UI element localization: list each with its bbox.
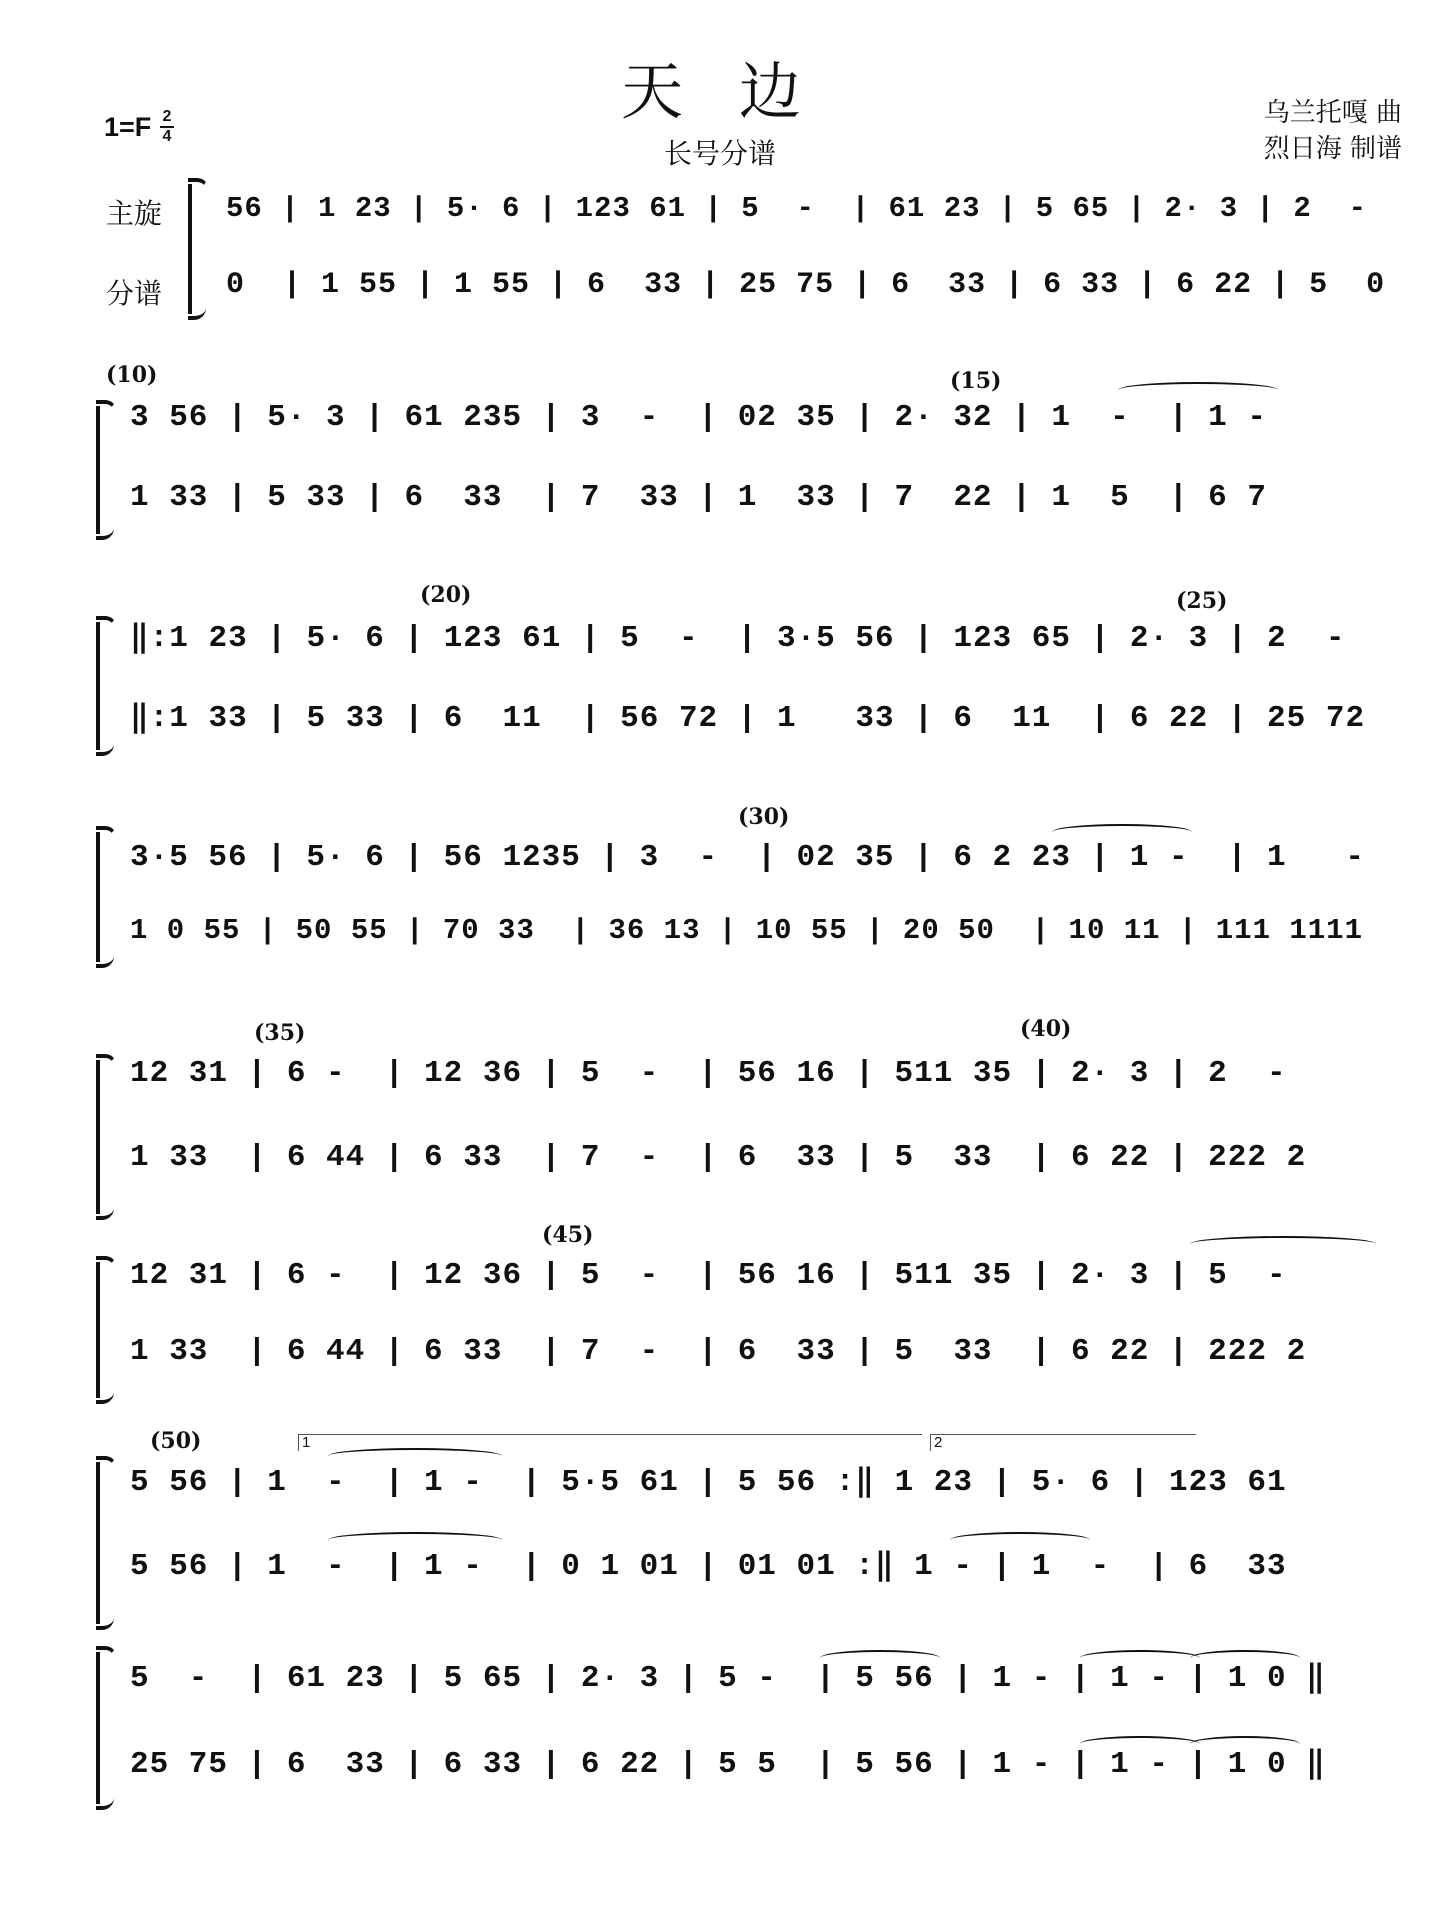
system-bracket — [96, 622, 114, 750]
harmony-line: 5 56 | 1 - | 1 - | 0 1 01 | 01 01 :‖ 1 - | 1 - | 6 33 — [130, 1549, 1287, 1584]
bar-number: (45) — [542, 1222, 594, 1248]
bar-number: (35) — [254, 1020, 306, 1046]
volta-2: 2 — [930, 1434, 1196, 1451]
melody-line: 12 31 | 6 - | 12 36 | 5 - | 56 16 | 511 35 | 2· 3 | 5 - — [130, 1258, 1287, 1293]
part-label-melody: 主旋 — [106, 197, 163, 230]
system-bracket — [96, 1262, 114, 1398]
time-signature — [160, 108, 174, 146]
melody-line: 5 - | 61 23 | 5 65 | 2· 3 | 5 - | 5 56 | 1 - | 1 - | 1 0 ‖ — [130, 1661, 1326, 1696]
melody-line: 5 56 | 1 - | 1 - | 5·5 61 | 5 56 :‖ 1 23 | 5· 6 | 123 61 — [130, 1465, 1287, 1500]
arranger-credit: 烈日海 制谱 — [1263, 134, 1402, 164]
bar-number: (50) — [150, 1428, 202, 1454]
melody-line: ‖:1 23 | 5· 6 | 123 61 | 5 - | 3·5 56 | 123 65 | 2· 3 | 2 - — [130, 621, 1346, 656]
bar-number: (20) — [420, 582, 472, 608]
bar-number: (25) — [1176, 588, 1228, 614]
bar-number: (40) — [1020, 1016, 1072, 1042]
system-bracket — [96, 1652, 114, 1804]
composer-credit: 乌兰托嘎 曲 — [1263, 98, 1402, 128]
part-label-harmony: 分谱 — [106, 277, 163, 310]
system-bracket — [96, 1462, 114, 1624]
key-signature: 1=F — [104, 112, 152, 142]
time-numerator: 2 — [162, 108, 172, 125]
melody-line: 3·5 56 | 5· 6 | 56 1235 | 3 - | 02 35 | 6 2 23 | 1 - | 1 - — [130, 840, 1365, 875]
harmony-line: 25 75 | 6 33 | 6 33 | 6 22 | 5 5 | 5 56 | 1 - | 1 - | 1 0 ‖ — [130, 1747, 1326, 1782]
system-bracket — [188, 184, 206, 314]
time-denominator: 4 — [162, 128, 172, 145]
melody-line: 12 31 | 6 - | 12 36 | 5 - | 56 16 | 511 35 | 2· 3 | 2 - — [130, 1056, 1287, 1091]
harmony-line: 1 33 | 6 44 | 6 33 | 7 - | 6 33 | 5 33 | 6 22 | 222 2 — [130, 1334, 1307, 1369]
system-bracket — [96, 406, 114, 534]
harmony-line: 1 0 55 | 50 55 | 70 33 | 36 13 | 10 55 | 20 50 | 10 11 | 111 1111 — [130, 914, 1363, 947]
system-bracket — [96, 832, 114, 962]
slur — [1118, 382, 1278, 398]
volta-1: 1 — [298, 1434, 922, 1451]
melody-line: 3 56 | 5· 3 | 61 235 | 3 - | 02 35 | 2· 32 | 1 - | 1 - — [130, 400, 1267, 435]
bar-number: (15) — [950, 368, 1002, 394]
harmony-line: 1 33 | 5 33 | 6 33 | 7 33 | 1 33 | 7 22 | 1 5 | 6 7 — [130, 480, 1267, 515]
bar-number: (30) — [738, 804, 790, 830]
slur — [1190, 1236, 1376, 1252]
harmony-line: ‖:1 33 | 5 33 | 6 11 | 56 72 | 1 33 | 6 11 | 6 22 | 25 72 — [130, 701, 1366, 736]
score-title: 天 边 — [621, 55, 819, 128]
harmony-line: 0 | 1 55 | 1 55 | 6 33 | 25 75 | 6 33 | 6 33 | 6 22 | 5 0 — [226, 268, 1386, 302]
harmony-line: 1 33 | 6 44 | 6 33 | 7 - | 6 33 | 5 33 | 6 22 | 222 2 — [130, 1140, 1307, 1175]
slur — [1052, 824, 1192, 840]
score-subtitle: 长号分谱 — [663, 137, 776, 170]
bar-number: (10) — [106, 362, 158, 388]
melody-line: 56 | 1 23 | 5· 6 | 123 61 | 5 - | 61 23 | 5 65 | 2· 3 | 2 - — [226, 192, 1367, 225]
system-bracket — [96, 1060, 114, 1214]
